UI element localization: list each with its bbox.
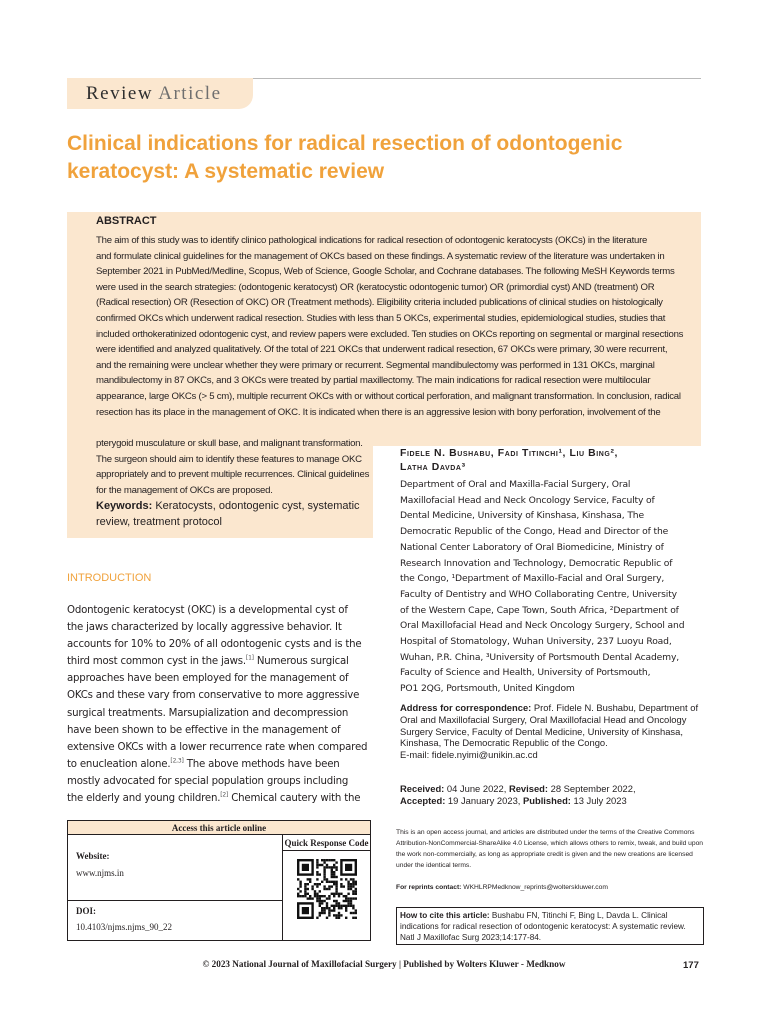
introduction-line (67, 619, 369, 636)
qr-code-icon[interactable] (297, 859, 357, 919)
introduction-text: OKCs and these vary from conservative to more aggressive (67, 690, 360, 702)
introduction-text: accounts for 10% to 20% of all odontogenic cysts and is the (67, 639, 362, 651)
author-line-2: Latha Davda³ (400, 462, 466, 473)
citation-box (396, 907, 704, 945)
citation-ref[interactable]: [1] (245, 654, 254, 662)
access-box-heading: Access this article online (68, 821, 370, 835)
abstract-line: included orthokeratinized odontogenic cyst, and review papers were excluded. Ten studies on OKCs reporting on segmental or marginal resections (96, 328, 684, 340)
correspondence-email[interactable]: E-mail: fidele.nyimi@unikin.ac.cd (400, 749, 538, 761)
reprints-contact (396, 883, 704, 893)
introduction-body (67, 602, 369, 807)
affiliation-line: PO1 2QG, Portsmouth, United Kingdom (400, 683, 575, 695)
correspondence-label: Address for correspondence: (400, 702, 532, 713)
introduction-text: extensive OKCs with a lower recurrence rate when compared (67, 741, 368, 753)
introduction-heading: INTRODUCTION (67, 572, 152, 584)
introduction-line (67, 636, 369, 653)
introduction-text: the jaws characterized by locally aggressive behavior. It (67, 622, 342, 634)
keywords (96, 498, 376, 530)
introduction-line (67, 739, 369, 756)
affiliation-line: Research Innovation and Technology, Democratic Republic of (400, 557, 673, 569)
introduction-text: approaches have been employed for the management of (67, 673, 349, 685)
introduction-text: Odontogenic keratocyst (OKC) is a developmental cyst of (67, 605, 348, 616)
abstract-body-tail (96, 436, 376, 498)
citation-text: Bushabu FN, Titinchi F, Bing L, Davda L. Clinical indications for radical resection of odontogenic keratocyst: A systematic review. Natl J Maxillofac Surg 2023;14:177-84. (400, 911, 686, 942)
abstract-line: (Radical resection) OR (Resection of OKC) OR (Treatment methods). Eligibility criteria included publications of clinical studies on histologically (96, 297, 663, 309)
introduction-line (67, 756, 369, 773)
affiliation-line: the Congo, ¹Department of Maxillo-Facial and Oral Surgery, (400, 573, 665, 585)
affiliation-line: of the Western Cape, Cape Town, South Africa, ²Department of (400, 604, 679, 616)
abstract-body (96, 233, 700, 420)
abstract-line: were identified and analyzed qualitatively. Of the total of 221 OKCs that underwent radical resection, 67 OKCs were primary, 30 were recurrent, (96, 344, 668, 356)
affiliation-line: Faculty of Dentistry and WHO Collaborating Centre, University (400, 588, 677, 600)
introduction-text: Numerous surgical (253, 656, 349, 668)
introduction-text: mostly advocated for special population groups including (67, 775, 349, 787)
abstract-line: appearance, large OKCs (> 5 cm), multiple recurrent OKCs with or without cortical perforation, and malignant transformation. In conclusion, radical (96, 390, 681, 402)
received-label: Received: (400, 783, 445, 794)
accepted-label: Accepted: (400, 795, 446, 807)
introduction-line (67, 773, 369, 790)
qr-heading: Quick Response Code (283, 835, 370, 851)
author-line-1: Fidele N. Bushabu, Fadi Titinchi¹, Liu Bing², (400, 448, 619, 459)
introduction-text: Chemical cautery with the (228, 793, 361, 805)
introduction-text: the elderly and young children. (67, 793, 221, 805)
affiliation-line: Department of Oral and Maxilla-Facial Surgery, Oral (400, 479, 631, 490)
correspondence (400, 702, 705, 761)
abstract-line: were used in the search strategies: (odontogenic keratocyst) OR (keratocystic odontogenic tumor) OR (primordial cyst) AND (treatment) OR (96, 281, 655, 293)
abstract-line: mandibulectomy in 87 OKCs, and 3 OKCs were treated by partial maxillectomy. The main indications for radical resection were multilocular (96, 375, 651, 387)
abstract-line: The surgeon should aim to identify these features to manage OKC (96, 453, 362, 465)
access-article-box (67, 820, 371, 941)
published-label: Published: (523, 795, 571, 807)
website-label: Website: (76, 851, 110, 861)
introduction-text: surgical treatments. Marsupialization and decompression (67, 707, 349, 719)
affiliation-line: Oral Maxillofacial Head and Neck Oncology Surgery, School and (400, 620, 685, 632)
affiliation-line: Dental Medicine, University of Kinshasa, Kinshasa, The (400, 510, 644, 522)
keywords-text-2: review, treatment protocol (96, 516, 222, 528)
abstract-heading: ABSTRACT (96, 215, 157, 227)
introduction-line (67, 670, 369, 687)
qr-column (282, 835, 370, 940)
introduction-line (67, 790, 369, 807)
correspondence-text: Prof. Fidele N. Bushabu, Department of Oral and Maxillofacial Surgery, Oral Maxillofacial Head and Oncology Surgery Service, Faculty of Dental Medicine, University of Kinshasa, Kinshasa, The Democratic Republic of the Congo. (400, 702, 699, 749)
introduction-text: have been shown to be effective in the management of (67, 724, 341, 736)
citation-label: How to cite this article: (400, 911, 490, 920)
keywords-label: Keywords: (96, 500, 153, 512)
affiliations (400, 477, 705, 697)
introduction-line (67, 687, 369, 704)
abstract-line: and the remaining were unclear whether they were primary or recurrent. Segmental mandibulectomy was performed in 131 OKCs, marginal (96, 359, 655, 371)
abstract-line: and formulate clinical guidelines for the management of OKCs based on these findings. A systematic review of the literature was undertaken in (96, 250, 665, 262)
published-date: 13 July 2023 (570, 795, 627, 807)
affiliation-line: Hospital of Stomatology, Wuhan University, 237 Luoyu Road, (400, 636, 672, 648)
abstract-line: The aim of this study was to identify clinico pathological indications for radical resection of odontogenic keratocysts (OKCs) in the literature (96, 235, 648, 246)
affiliation-line: Maxillofacial Head and Neck Oncology Service, Faculty of (400, 494, 655, 506)
access-divider (68, 900, 282, 901)
introduction-text: to enucleation alone. (67, 758, 171, 770)
introduction-text: third most common cyst in the jaws. (67, 656, 246, 668)
author-list (400, 447, 705, 475)
citation-ref[interactable]: [2] (220, 791, 229, 799)
introduction-line (67, 705, 369, 722)
abstract-line: appropriately and to prevent multiple recurrences. Clinical guidelines (96, 469, 370, 481)
abstract-line: resection has its place in the management of OKC. It is indicated when there is an aggressive lesion with bony perforation, involvement of the (96, 406, 661, 418)
abstract-line: September 2021 in PubMed/Medline, Scopus, Web of Science, Google Scholar, and Cochrane databases. The following MeSH Keywords terms (96, 266, 675, 278)
reprints-email[interactable]: WKHLRPMedknow_reprints@wolterskluwer.com (461, 884, 608, 891)
keywords-text-1: Keratocysts, odontogenic cyst, systematic (155, 500, 360, 512)
page-number: 177 (683, 960, 699, 971)
affiliation-line: National Center Laboratory of Oral Biomedicine, Ministry of (400, 541, 664, 553)
introduction-text: The above methods have been (183, 758, 340, 770)
revised-label: Revised: (508, 783, 549, 794)
revised-date: 28 September 2022, (548, 783, 636, 794)
abstract-line: for the management of OKCs are proposed. (96, 484, 273, 496)
doi-label: DOI: (76, 906, 96, 916)
affiliation-line: Democratic Republic of the Congo, Head and Director of the (400, 526, 669, 538)
article-type-label: Review Article (86, 83, 222, 104)
website-link[interactable]: www.njms.in (76, 868, 124, 878)
article-dates (400, 783, 705, 808)
introduction-line (67, 602, 369, 619)
received-date: 04 June 2022, (444, 783, 509, 794)
introduction-line (67, 653, 369, 670)
abstract-line: confirmed OKCs which underwent radical resection. Studies with less than 5 OKCs, experimental studies, epidemiological studies, studies that (96, 312, 666, 324)
citation-ref[interactable]: [2,3] (170, 757, 184, 765)
affiliation-line: Faculty of Science and Health, University of Portsmouth, (400, 667, 651, 679)
abstract-line: pterygoid musculature or skull base, and malignant transformation. (96, 438, 363, 449)
affiliation-line: Wuhan, P.R. China, ³University of Portsmouth Dental Academy, (400, 651, 680, 663)
reprints-label: For reprints contact: (396, 884, 462, 891)
page-footer: © 2023 National Journal of Maxillofacial Surgery | Published by Wolters Kluwer - Medknow (202, 959, 566, 969)
doi-link[interactable]: 10.4103/njms.njms_90_22 (76, 922, 173, 932)
introduction-line (67, 722, 369, 739)
accepted-date: 19 January 2023, (445, 795, 523, 807)
license-text: This is an open access journal, and articles are distributed under the terms of the Creative Commons Attribution-NonCommercial-ShareAlike 4.0 License, which allows others to remix, tweak, and build upon the work non-commercially, as long as appropriate credit is given and the new creations are licensed under the identical terms. (396, 829, 704, 869)
article-title: Clinical indications for radical resection of odontogenic keratocyst: A systematic review (67, 132, 623, 183)
